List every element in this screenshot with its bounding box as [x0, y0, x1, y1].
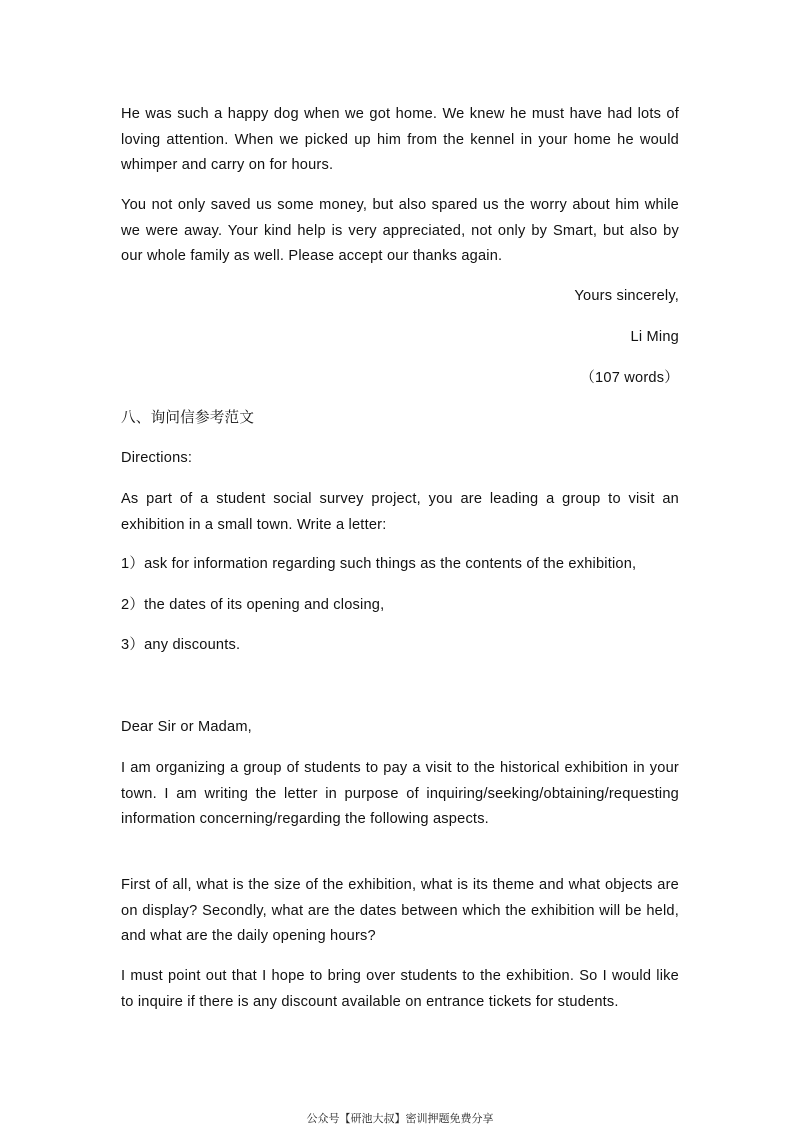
directions-item-1: 1）ask for information regarding such things as the contents of the exhibition, [121, 556, 637, 572]
page-footer: 公众号【研池大叔】密训押题免费分享 [306, 1112, 494, 1125]
closing-line: Yours sincerely, [574, 288, 679, 304]
directions-prompt: As part of a student social survey project, you are leading a group to visit an exhibition in a small town. Write a letter: [121, 491, 679, 533]
directions-item-2: 2）the dates of its opening and closing, [121, 597, 385, 613]
letter1-paragraph-1: He was such a happy dog when we got home. We knew he must have had lots of loving attention. When we picked up him from the kennel in your home he would whimper and carry on for hours. [121, 106, 679, 173]
letter2-paragraph-2: First of all, what is the size of the exhibition, what is its theme and what objects are on display? Secondly, what are the dates between which the exhibition will be held, and what are the daily opening hours? [121, 877, 679, 944]
directions-label: Directions: [121, 450, 193, 466]
letter1-paragraph-2: You not only saved us some money, but also spared us the worry about him while we were away. Your kind help is very appreciated, not only by Smart, but also by our whole family as well. Please accept our thanks again. [121, 197, 679, 264]
letter2-paragraph-1: I am organizing a group of students to pay a visit to the historical exhibition in your town. I am writing the letter in purpose of inquiring/seeking/obtaining/requesting information concerning/regarding the following aspects. [121, 760, 679, 827]
salutation: Dear Sir or Madam, [121, 719, 252, 735]
letter2-paragraph-3: I must point out that I hope to bring over students to the exhibition. So I would like to inquire if there is any discount available on entrance tickets for students. [121, 968, 679, 1010]
directions-item-3: 3）any discounts. [121, 637, 241, 653]
section-heading: 八、询问信参考范文 [121, 410, 255, 426]
word-count: （107 words） [580, 370, 679, 386]
signature: Li Ming [630, 329, 679, 345]
